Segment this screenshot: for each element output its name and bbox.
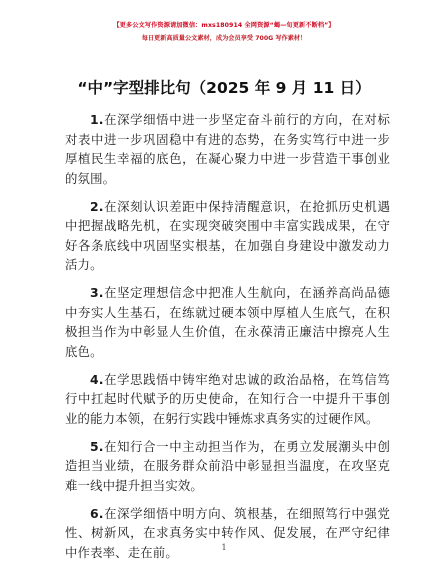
paragraph-number: 3. bbox=[90, 285, 104, 301]
paragraph-1 bbox=[65, 110, 390, 188]
paragraph-number: 4. bbox=[90, 371, 104, 387]
paragraph-text: 在深刻认识差距中保持清醒意识，在抢抓历史机遇中把握战略先机，在实现突破突围中丰富实践成果，在守好各条底线中巩固坚实根基，在加强自身建设中激发动力活力。 bbox=[65, 198, 390, 273]
paragraph-text: 在深学细悟中明方向、筑根基，在细照笃行中强党性、树新风，在求真务实中转作风、促发展，在严守纪律中作表率、走在前。 bbox=[65, 505, 390, 560]
paragraph-5 bbox=[65, 437, 390, 496]
page-number: 1 bbox=[221, 543, 227, 552]
paragraph-text: 在知行合一中主动担当作为，在勇立发展潮头中创造担当业绩，在服务群众前沿中彰显担当温度，在攻坚克难一线中提升担当实效。 bbox=[65, 438, 390, 493]
paragraph-2 bbox=[65, 197, 390, 275]
paragraph-text: 在学思践悟中铸牢绝对忠诚的政治品格，在笃信笃行中扛起时代赋予的历史使命，在知行合一中提升干事创业的能力本领，在躬行实践中锤炼求真务实的过硬作风。 bbox=[65, 371, 390, 426]
document-title: “中”字型排比句（2025 年 9 月 11 日） bbox=[77, 79, 371, 97]
paragraph-4 bbox=[65, 370, 390, 429]
promo-banner-line-1: 【更多公文写作资源请加微信：mxs180914 全网资源“蝎—旬更新不断档”】 bbox=[113, 22, 335, 29]
paragraph-number: 5. bbox=[90, 438, 104, 454]
document-body bbox=[65, 110, 390, 571]
paragraph-6 bbox=[65, 504, 390, 563]
paragraph-3 bbox=[65, 283, 390, 361]
paragraph-number: 1. bbox=[90, 112, 104, 127]
promo-banner-line-2: 每日更新高质量公文素材，成为会员享受 700G 写作素材！ bbox=[141, 35, 307, 42]
paragraph-number: 2. bbox=[90, 198, 104, 214]
paragraph-number: 6. bbox=[90, 505, 104, 521]
paragraph-text: 在坚定理想信念中把准人生航向，在涵养高尚品德中夯实人生基石，在练就过硬本领中厚植人生底气，在积极担当作为中彰显人生价值，在永葆清正廉洁中擦亮人生底色。 bbox=[65, 285, 390, 359]
paragraph-text: 在深学细悟中进一步坚定奋斗前行的方向，在对标对表中进一步巩固稳中有进的态势，在务实笃行中进一步厚植民生幸福的底色，在凝心聚力中进一步营造干事创业的氛围。 bbox=[65, 112, 390, 186]
